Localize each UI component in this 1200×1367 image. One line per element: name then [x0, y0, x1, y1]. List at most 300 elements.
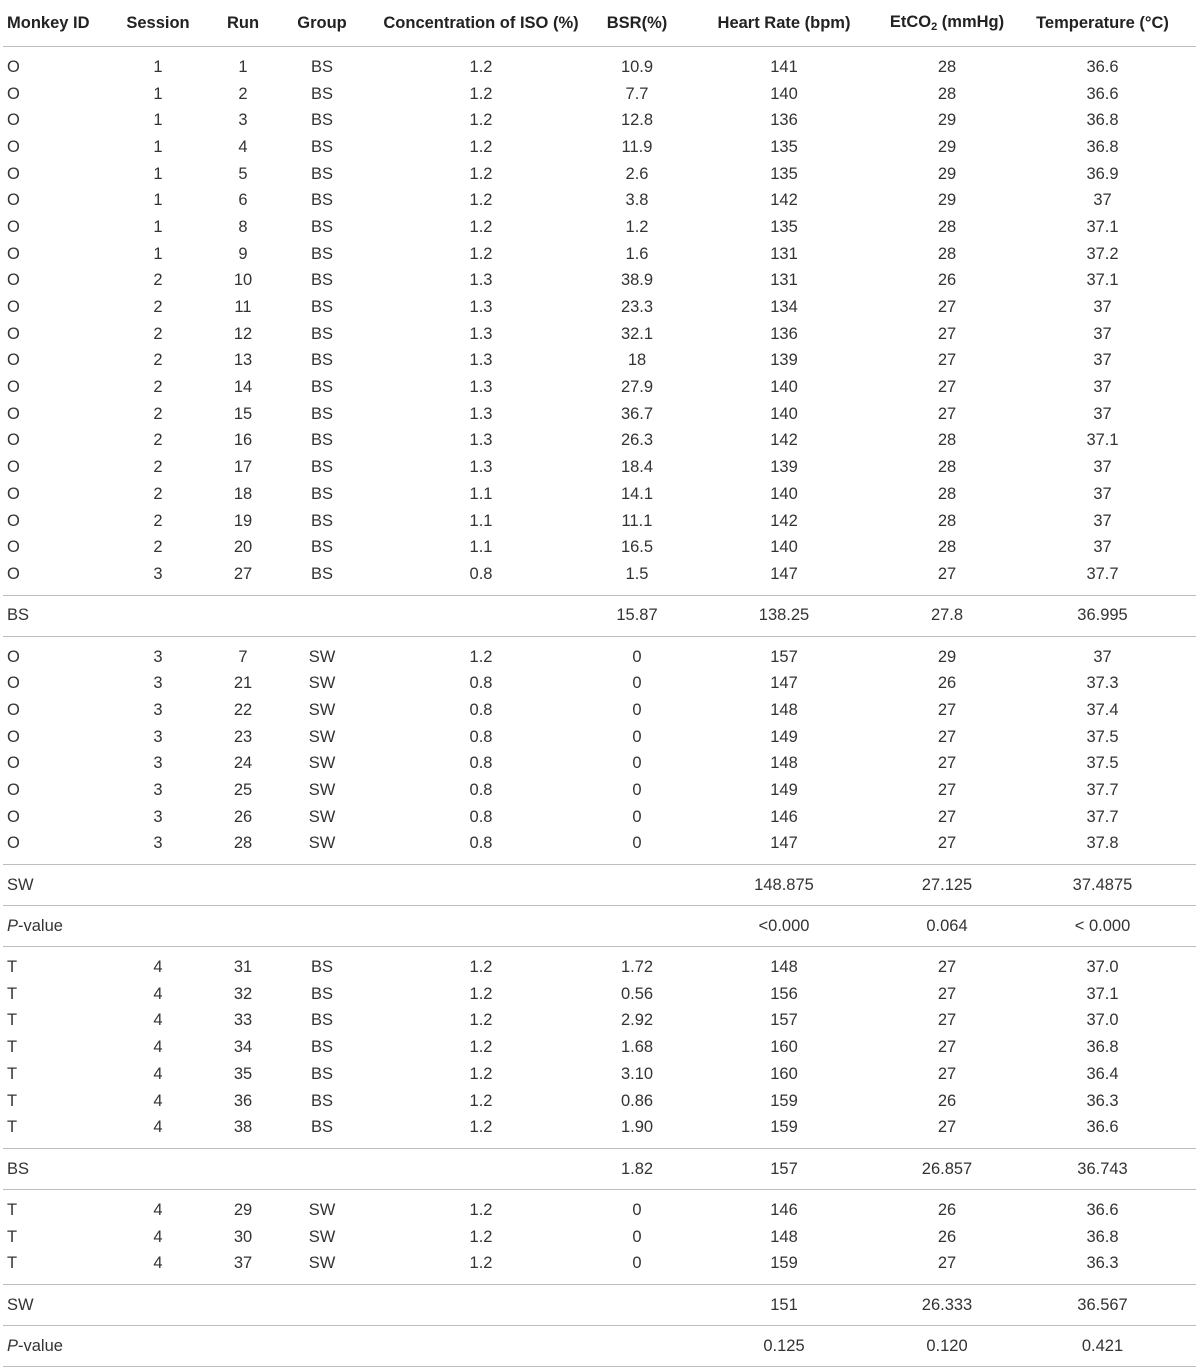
cell-group: BS [310, 84, 333, 103]
cell-empty [371, 906, 591, 947]
cell-iso: 1.2 [469, 57, 493, 76]
summary-label: SW [3, 865, 103, 906]
cell-session: 2 [153, 458, 163, 477]
cell-temperature: 37 [1093, 647, 1112, 666]
cell-temperature: 37 [1093, 458, 1112, 477]
cell-bsr: 12.8 [620, 111, 654, 130]
cell-empty [213, 595, 273, 636]
cell-etco2: 27 [937, 1254, 957, 1273]
cell-monkey-id: O [7, 727, 20, 746]
cell-heart-rate: 140 [770, 484, 798, 503]
cell-group: BS [310, 57, 333, 76]
cell-session: 1 [153, 84, 163, 103]
cell-empty [213, 865, 273, 906]
cell-etco2: 27 [937, 351, 957, 370]
cell-bsr: 1.5 [625, 564, 649, 583]
cell-etco2: 27 [937, 781, 957, 800]
cell-group: SW [308, 834, 336, 853]
cell-session: 1 [153, 111, 163, 130]
cell-session: 3 [153, 647, 163, 666]
cell-etco2: 0.120 [885, 1326, 1009, 1367]
table-row [3, 401, 1196, 428]
table-row [3, 508, 1196, 535]
cell-bsr: 10.9 [620, 57, 654, 76]
cell-heart-rate: 139 [770, 351, 798, 370]
cell-group: BS [310, 164, 333, 183]
cell-monkey-id: O [7, 84, 20, 103]
cell-bsr [591, 1326, 683, 1367]
cell-run: 36 [233, 1091, 253, 1110]
summary-row [3, 1149, 1196, 1190]
cell-temperature: 37.7 [1086, 564, 1119, 583]
header-temperature: Temperature (°C) [1009, 0, 1196, 47]
cell-group: SW [308, 647, 336, 666]
cell-etco2: 29 [937, 137, 957, 156]
cell-bsr [591, 1285, 683, 1326]
cell-run: 33 [233, 1011, 253, 1030]
cell-group: BS [310, 191, 333, 210]
cell-bsr: 0 [632, 754, 642, 773]
cell-monkey-id: O [7, 807, 20, 826]
cell-group: SW [308, 1254, 336, 1273]
cell-iso: 1.3 [469, 458, 493, 477]
cell-monkey-id: O [7, 244, 20, 263]
summary-row [3, 1285, 1196, 1326]
cell-bsr: 15.87 [591, 595, 683, 636]
cell-temperature: 37.1 [1086, 431, 1119, 450]
cell-heart-rate: 131 [770, 244, 798, 263]
cell-bsr: 0 [632, 647, 642, 666]
cell-heart-rate: 160 [770, 1038, 798, 1057]
cell-temperature: 37 [1093, 324, 1112, 343]
cell-session: 3 [153, 781, 163, 800]
table-row [3, 751, 1196, 778]
cell-temperature: 37.3 [1086, 674, 1119, 693]
cell-etco2: 28 [937, 538, 957, 557]
cell-monkey-id: O [7, 404, 20, 423]
cell-session: 4 [153, 1038, 163, 1057]
cell-heart-rate: 148 [770, 700, 798, 719]
cell-group: BS [310, 1064, 333, 1083]
cell-etco2: 27 [937, 564, 957, 583]
cell-bsr: 1.2 [625, 217, 649, 236]
cell-bsr: 18 [627, 351, 647, 370]
cell-temperature: 36.743 [1009, 1149, 1196, 1190]
cell-bsr: 0 [632, 700, 642, 719]
cell-temperature: 37.7 [1086, 781, 1119, 800]
cell-session: 3 [153, 727, 163, 746]
pvalue-label-rest: -value [18, 916, 63, 935]
cell-group: BS [310, 1038, 333, 1057]
cell-group: BS [310, 378, 333, 397]
cell-monkey-id: O [7, 538, 20, 557]
cell-heart-rate: 159 [770, 1254, 798, 1273]
cell-group: BS [310, 111, 333, 130]
cell-etco2: 27 [937, 807, 957, 826]
cell-monkey-id: O [7, 164, 20, 183]
cell-iso: 1.2 [469, 1038, 493, 1057]
cell-run: 18 [233, 484, 253, 503]
cell-heart-rate: 135 [770, 217, 798, 236]
cell-group: BS [310, 1118, 333, 1137]
cell-bsr: 0 [632, 781, 642, 800]
cell-monkey-id: T [7, 984, 18, 1003]
cell-heart-rate: 135 [770, 137, 798, 156]
cell-temperature: 36.6 [1086, 57, 1119, 76]
summary-label: SW [3, 1285, 103, 1326]
cell-heart-rate: 141 [770, 57, 798, 76]
cell-iso: 0.8 [469, 700, 493, 719]
cell-temperature: 37.4875 [1009, 865, 1196, 906]
cell-group: BS [310, 458, 333, 477]
cell-temperature: 36.9 [1086, 164, 1119, 183]
table-row [3, 241, 1196, 268]
cell-heart-rate: 147 [770, 834, 798, 853]
cell-empty [103, 595, 213, 636]
cell-iso: 1.2 [469, 1200, 493, 1219]
cell-iso: 0.8 [469, 754, 493, 773]
cell-etco2: 27.125 [885, 865, 1009, 906]
cell-etco2: 27 [937, 727, 957, 746]
table-row [3, 670, 1196, 697]
cell-monkey-id: O [7, 351, 20, 370]
header-etco2 [885, 0, 1009, 47]
table-row [3, 107, 1196, 134]
cell-etco2: 27 [937, 1118, 957, 1137]
cell-heart-rate: 146 [770, 1200, 798, 1219]
cell-etco2: 0.064 [885, 906, 1009, 947]
cell-session: 3 [153, 674, 163, 693]
table-row [3, 1061, 1196, 1088]
cell-bsr: 7.7 [625, 84, 649, 103]
cell-run: 22 [233, 700, 253, 719]
cell-run: 6 [238, 191, 248, 210]
cell-empty [103, 1149, 213, 1190]
cell-etco2: 27 [937, 700, 957, 719]
cell-temperature: 36.3 [1086, 1091, 1119, 1110]
cell-run: 16 [233, 431, 253, 450]
cell-monkey-id: T [7, 958, 18, 977]
cell-bsr: 32.1 [620, 324, 654, 343]
cell-session: 4 [153, 984, 163, 1003]
cell-run: 23 [233, 727, 253, 746]
cell-temperature: 37.5 [1086, 727, 1119, 746]
cell-bsr: 1.6 [625, 244, 649, 263]
cell-session: 4 [153, 958, 163, 977]
table-row [3, 348, 1196, 375]
cell-etco2: 28 [937, 57, 957, 76]
header-monkey-id: Monkey ID [3, 0, 103, 47]
table-row [3, 47, 1196, 81]
cell-run: 28 [233, 834, 253, 853]
cell-iso: 1.3 [469, 351, 493, 370]
pvalue-label [3, 906, 103, 947]
cell-iso: 1.1 [469, 538, 493, 557]
cell-bsr: 11.9 [621, 137, 653, 156]
table-row [3, 321, 1196, 348]
summary-row [3, 865, 1196, 906]
cell-heart-rate: 131 [770, 271, 798, 290]
cell-bsr: 27.9 [620, 378, 654, 397]
pvalue-row [3, 1326, 1196, 1367]
cell-session: 1 [153, 244, 163, 263]
cell-heart-rate: 148 [770, 754, 798, 773]
cell-run: 26 [233, 807, 253, 826]
cell-iso: 1.2 [469, 1254, 493, 1273]
cell-run: 35 [233, 1064, 253, 1083]
cell-bsr [591, 906, 683, 947]
cell-heart-rate: 160 [770, 1064, 798, 1083]
table-row [3, 214, 1196, 241]
summary-label: BS [3, 1149, 103, 1190]
table-row [3, 1008, 1196, 1035]
cell-monkey-id: O [7, 431, 20, 450]
cell-bsr: 0 [632, 1227, 642, 1246]
cell-bsr: 0.86 [620, 1091, 654, 1110]
cell-monkey-id: T [7, 1091, 18, 1110]
cell-iso: 1.2 [469, 1118, 493, 1137]
cell-monkey-id: O [7, 378, 20, 397]
cell-heart-rate: 142 [770, 511, 798, 530]
cell-bsr: 26.3 [620, 431, 654, 450]
table-row [3, 1250, 1196, 1284]
cell-empty [371, 1326, 591, 1367]
cell-temperature: 37.1 [1086, 984, 1119, 1003]
cell-iso: 1.2 [469, 1091, 493, 1110]
cell-empty [273, 865, 371, 906]
cell-bsr: 1.72 [620, 958, 654, 977]
cell-session: 4 [153, 1254, 163, 1273]
cell-empty [103, 865, 213, 906]
cell-monkey-id: O [7, 674, 20, 693]
cell-monkey-id: O [7, 298, 20, 317]
cell-iso: 1.2 [469, 1064, 493, 1083]
cell-temperature: 36.8 [1086, 1227, 1119, 1246]
cell-group: BS [310, 324, 333, 343]
cell-run: 30 [233, 1227, 253, 1246]
cell-heart-rate: 142 [770, 431, 798, 450]
cell-empty [103, 1326, 213, 1367]
cell-session: 2 [153, 351, 163, 370]
header-run: Run [213, 0, 273, 47]
cell-group: BS [310, 484, 333, 503]
cell-etco2: 27 [937, 1064, 957, 1083]
cell-bsr: 14.1 [620, 484, 654, 503]
cell-run: 1 [238, 57, 248, 76]
cell-heart-rate: 148 [770, 958, 798, 977]
cell-etco2: 28 [937, 431, 957, 450]
cell-run: 13 [233, 351, 253, 370]
cell-session: 4 [153, 1091, 163, 1110]
table-row [3, 294, 1196, 321]
header-group: Group [273, 0, 371, 47]
table-row [3, 1114, 1196, 1148]
cell-heart-rate: 149 [770, 781, 798, 800]
cell-run: 19 [233, 511, 253, 530]
cell-group: BS [310, 984, 333, 1003]
cell-monkey-id: T [7, 1200, 18, 1219]
cell-monkey-id: O [7, 484, 20, 503]
cell-bsr: 3.8 [625, 191, 649, 210]
pvalue-label-p: P [7, 916, 19, 935]
cell-heart-rate: 140 [770, 84, 798, 103]
cell-heart-rate: 140 [770, 378, 798, 397]
cell-empty [371, 1149, 591, 1190]
cell-empty [213, 1285, 273, 1326]
cell-temperature: 0.421 [1009, 1326, 1196, 1367]
cell-temperature: 37.0 [1086, 1011, 1119, 1030]
cell-etco2: 29 [937, 164, 957, 183]
cell-etco2: 26.857 [885, 1149, 1009, 1190]
cell-iso: 1.1 [469, 511, 493, 530]
table-row [3, 187, 1196, 214]
cell-temperature: 37 [1093, 351, 1112, 370]
cell-session: 1 [153, 191, 163, 210]
cell-temperature: 36.3 [1086, 1254, 1119, 1273]
table-row [3, 1224, 1196, 1251]
cell-heart-rate: 147 [770, 564, 798, 583]
table-row [3, 161, 1196, 188]
cell-etco2: 26 [937, 1227, 957, 1246]
cell-etco2: 28 [937, 217, 957, 236]
cell-etco2: 27 [937, 378, 957, 397]
cell-bsr: 2.92 [620, 1011, 654, 1030]
cell-session: 3 [153, 807, 163, 826]
cell-iso: 1.2 [469, 84, 493, 103]
cell-monkey-id: O [7, 57, 20, 76]
cell-temperature: 37.4 [1086, 700, 1119, 719]
cell-iso: 1.3 [469, 324, 493, 343]
cell-monkey-id: O [7, 834, 20, 853]
cell-etco2: 26 [937, 674, 957, 693]
cell-run: 11 [234, 298, 252, 317]
cell-group: BS [310, 511, 333, 530]
cell-session: 4 [153, 1200, 163, 1219]
cell-heart-rate: 140 [770, 404, 798, 423]
cell-run: 29 [233, 1200, 253, 1219]
cell-bsr: 16.5 [620, 538, 654, 557]
table-body [3, 47, 1196, 1367]
cell-heart-rate: 140 [770, 538, 798, 557]
cell-run: 14 [233, 378, 253, 397]
cell-run: 3 [238, 111, 248, 130]
table-row [3, 636, 1196, 670]
cell-iso: 0.8 [469, 727, 493, 746]
cell-heart-rate: 136 [770, 324, 798, 343]
summary-label: BS [3, 595, 103, 636]
cell-iso: 1.3 [469, 271, 493, 290]
cell-etco2: 27 [937, 958, 957, 977]
cell-session: 1 [153, 217, 163, 236]
cell-heart-rate: 151 [683, 1285, 885, 1326]
table-row [3, 947, 1196, 981]
header-row [3, 0, 1196, 47]
table-row [3, 724, 1196, 751]
cell-group: SW [308, 674, 336, 693]
pvalue-label-rest: -value [18, 1336, 63, 1355]
header-etco2-prefix: EtCO [889, 13, 932, 31]
cell-session: 4 [153, 1011, 163, 1030]
cell-run: 25 [233, 781, 253, 800]
cell-monkey-id: O [7, 191, 20, 210]
cell-session: 3 [153, 834, 163, 853]
cell-iso: 0.8 [469, 807, 493, 826]
data-table [3, 0, 1196, 1367]
table-row [3, 268, 1196, 295]
cell-temperature: 36.6 [1086, 1118, 1119, 1137]
cell-temperature: 37.7 [1086, 807, 1119, 826]
cell-etco2: 27 [937, 834, 957, 853]
cell-iso: 1.2 [469, 958, 493, 977]
cell-bsr: 23.3 [620, 298, 654, 317]
header-heart-rate: Heart Rate (bpm) [683, 0, 885, 47]
cell-iso: 1.2 [469, 984, 493, 1003]
cell-bsr: 0 [632, 727, 642, 746]
cell-session: 3 [153, 564, 163, 583]
cell-etco2: 28 [937, 84, 957, 103]
cell-empty [273, 595, 371, 636]
cell-temperature: 37 [1093, 511, 1112, 530]
cell-etco2: 27 [937, 404, 957, 423]
table-row [3, 534, 1196, 561]
cell-run: 31 [233, 958, 253, 977]
cell-empty [273, 1149, 371, 1190]
cell-etco2: 28 [937, 244, 957, 263]
cell-empty [273, 1326, 371, 1367]
cell-iso: 1.2 [469, 217, 493, 236]
cell-temperature: 37 [1093, 298, 1112, 317]
cell-iso: 1.2 [469, 244, 493, 263]
cell-run: 7 [238, 647, 248, 666]
cell-temperature: 37.5 [1086, 754, 1119, 773]
cell-empty [371, 1285, 591, 1326]
cell-etco2: 27 [937, 984, 957, 1003]
cell-heart-rate: 142 [770, 191, 798, 210]
cell-group: BS [310, 298, 333, 317]
cell-bsr: 38.9 [620, 271, 654, 290]
cell-group: BS [310, 564, 333, 583]
cell-session: 2 [153, 431, 163, 450]
cell-heart-rate: 157 [683, 1149, 885, 1190]
cell-iso: 1.1 [469, 484, 493, 503]
cell-heart-rate: 156 [770, 984, 798, 1003]
cell-monkey-id: O [7, 511, 20, 530]
table-row [3, 481, 1196, 508]
cell-empty [371, 595, 591, 636]
cell-monkey-id: O [7, 700, 20, 719]
cell-etco2: 28 [937, 484, 957, 503]
cell-group: SW [308, 781, 336, 800]
table-row [3, 1088, 1196, 1115]
cell-run: 12 [233, 324, 253, 343]
cell-session: 3 [153, 700, 163, 719]
table-row [3, 777, 1196, 804]
cell-bsr: 0 [632, 674, 642, 693]
cell-iso: 0.8 [469, 781, 493, 800]
cell-monkey-id: O [7, 217, 20, 236]
cell-monkey-id: T [7, 1118, 18, 1137]
cell-heart-rate: 139 [770, 458, 798, 477]
cell-group: BS [310, 244, 333, 263]
cell-temperature: 37 [1093, 378, 1112, 397]
cell-etco2: 26 [937, 271, 957, 290]
cell-group: SW [308, 754, 336, 773]
cell-etco2: 26 [937, 1091, 957, 1110]
cell-iso: 1.3 [469, 404, 493, 423]
cell-monkey-id: T [7, 1011, 18, 1030]
cell-monkey-id: T [7, 1254, 18, 1273]
cell-temperature: 37.2 [1086, 244, 1119, 263]
